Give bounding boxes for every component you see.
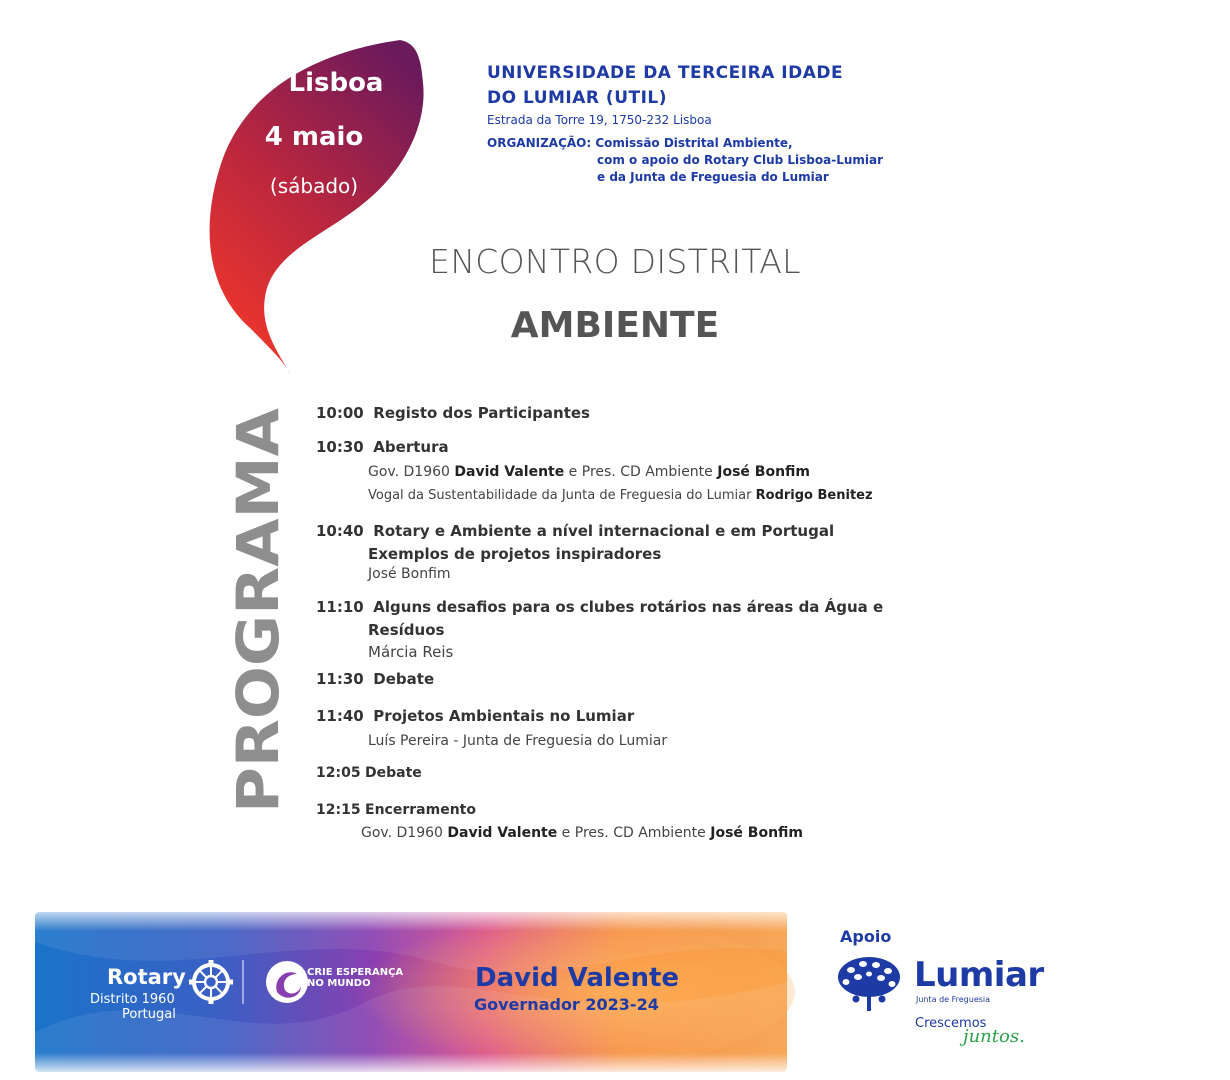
item-time: 11:30 bbox=[316, 670, 364, 688]
item-title: Encerramento bbox=[365, 802, 476, 818]
item-title: Debate bbox=[373, 670, 435, 688]
item-time: 10:40 bbox=[316, 522, 364, 540]
lumiar-brand-sub: Junta de Freguesia bbox=[916, 995, 991, 1004]
org-label: ORGANIZAÇÃO: bbox=[487, 136, 592, 150]
event-weekday: (sábado) bbox=[269, 174, 359, 198]
item-speakers: Gov. D1960 David Valente e Pres. CD Ambiente José Bonfim bbox=[368, 464, 810, 480]
programa-text: PROGRAMA bbox=[224, 436, 292, 813]
governor-title: Governador 2023-24 bbox=[474, 995, 659, 1014]
item-time: 12:05 bbox=[316, 765, 361, 781]
item-title: Alguns desafios para os clubes rotários nas áreas da Água e bbox=[373, 598, 884, 616]
support-label: Apoio bbox=[840, 927, 892, 946]
org-line1: Comissão Distrital Ambiente, bbox=[595, 136, 793, 150]
tagline-part1: Crescemos bbox=[915, 1016, 987, 1031]
schedule-item bbox=[316, 404, 590, 422]
tagline-part2: juntos. bbox=[963, 1026, 1025, 1047]
item-speaker: José Bonfim bbox=[368, 566, 451, 582]
event-date: 4 maio bbox=[264, 122, 364, 152]
schedule-item bbox=[316, 670, 434, 688]
schedule-item bbox=[316, 598, 883, 616]
item-title-cont: Exemplos de projetos inspiradores bbox=[368, 545, 662, 563]
item-time: 10:30 bbox=[316, 438, 364, 456]
item-speakers: Vogal da Sustentabilidade da Junta de Freguesia do Lumiar Rodrigo Benitez bbox=[368, 488, 873, 503]
item-speaker: Luís Pereira - Junta de Freguesia do Lumiar bbox=[368, 733, 668, 749]
venue-name-line2: DO LUMIAR (UTIL) bbox=[487, 88, 668, 108]
lumiar-brand: Lumiar bbox=[914, 955, 1044, 995]
org-line2: com o apoio do Rotary Club Lisboa-Lumiar bbox=[597, 153, 884, 167]
programa-vertical-label bbox=[224, 405, 292, 815]
schedule-item bbox=[316, 707, 634, 725]
item-time: 11:10 bbox=[316, 598, 364, 616]
schedule-item bbox=[316, 438, 449, 456]
item-title: Registo dos Participantes bbox=[373, 404, 590, 422]
item-speaker: Márcia Reis bbox=[368, 643, 454, 661]
rotary-district: Distrito 1960 bbox=[90, 992, 175, 1007]
venue-block bbox=[487, 60, 883, 186]
item-time: 11:40 bbox=[316, 707, 364, 725]
schedule-item bbox=[316, 522, 834, 540]
organization-block bbox=[487, 135, 883, 186]
item-title-cont: Resíduos bbox=[368, 621, 445, 639]
venue-name-line1: UNIVERSIDADE DA TERCEIRA IDADE bbox=[487, 63, 844, 83]
venue-address: Estrada da Torre 19, 1750-232 Lisboa bbox=[487, 113, 712, 127]
item-title: Rotary e Ambiente a nível internacional e em Portugal bbox=[373, 522, 835, 540]
item-title: Abertura bbox=[373, 438, 449, 456]
governor-name: David Valente bbox=[475, 963, 680, 993]
item-time: 12:15 bbox=[316, 802, 361, 818]
event-title-line2: AMBIENTE bbox=[510, 305, 720, 346]
hope-logo-icon bbox=[266, 961, 308, 1003]
schedule-item bbox=[316, 765, 422, 781]
event-title-line1: ENCONTRO DISTRITAL bbox=[429, 242, 801, 281]
item-time: 10:00 bbox=[316, 404, 364, 422]
rotary-country: Portugal bbox=[122, 1007, 176, 1022]
schedule-item bbox=[316, 802, 476, 818]
lumiar-tree-icon bbox=[836, 955, 902, 1013]
banner-slogan: CRIE ESPERANÇA NO MUNDO bbox=[307, 967, 404, 989]
rotary-wordmark: Rotary bbox=[107, 965, 186, 989]
event-city: Lisboa bbox=[288, 68, 384, 98]
item-title: Projetos Ambientais no Lumiar bbox=[373, 707, 635, 725]
item-title: Debate bbox=[365, 765, 422, 781]
item-speakers: Gov. D1960 David Valente e Pres. CD Ambiente José Bonfim bbox=[361, 825, 803, 841]
org-line3: e da Junta de Freguesia do Lumiar bbox=[597, 170, 829, 184]
